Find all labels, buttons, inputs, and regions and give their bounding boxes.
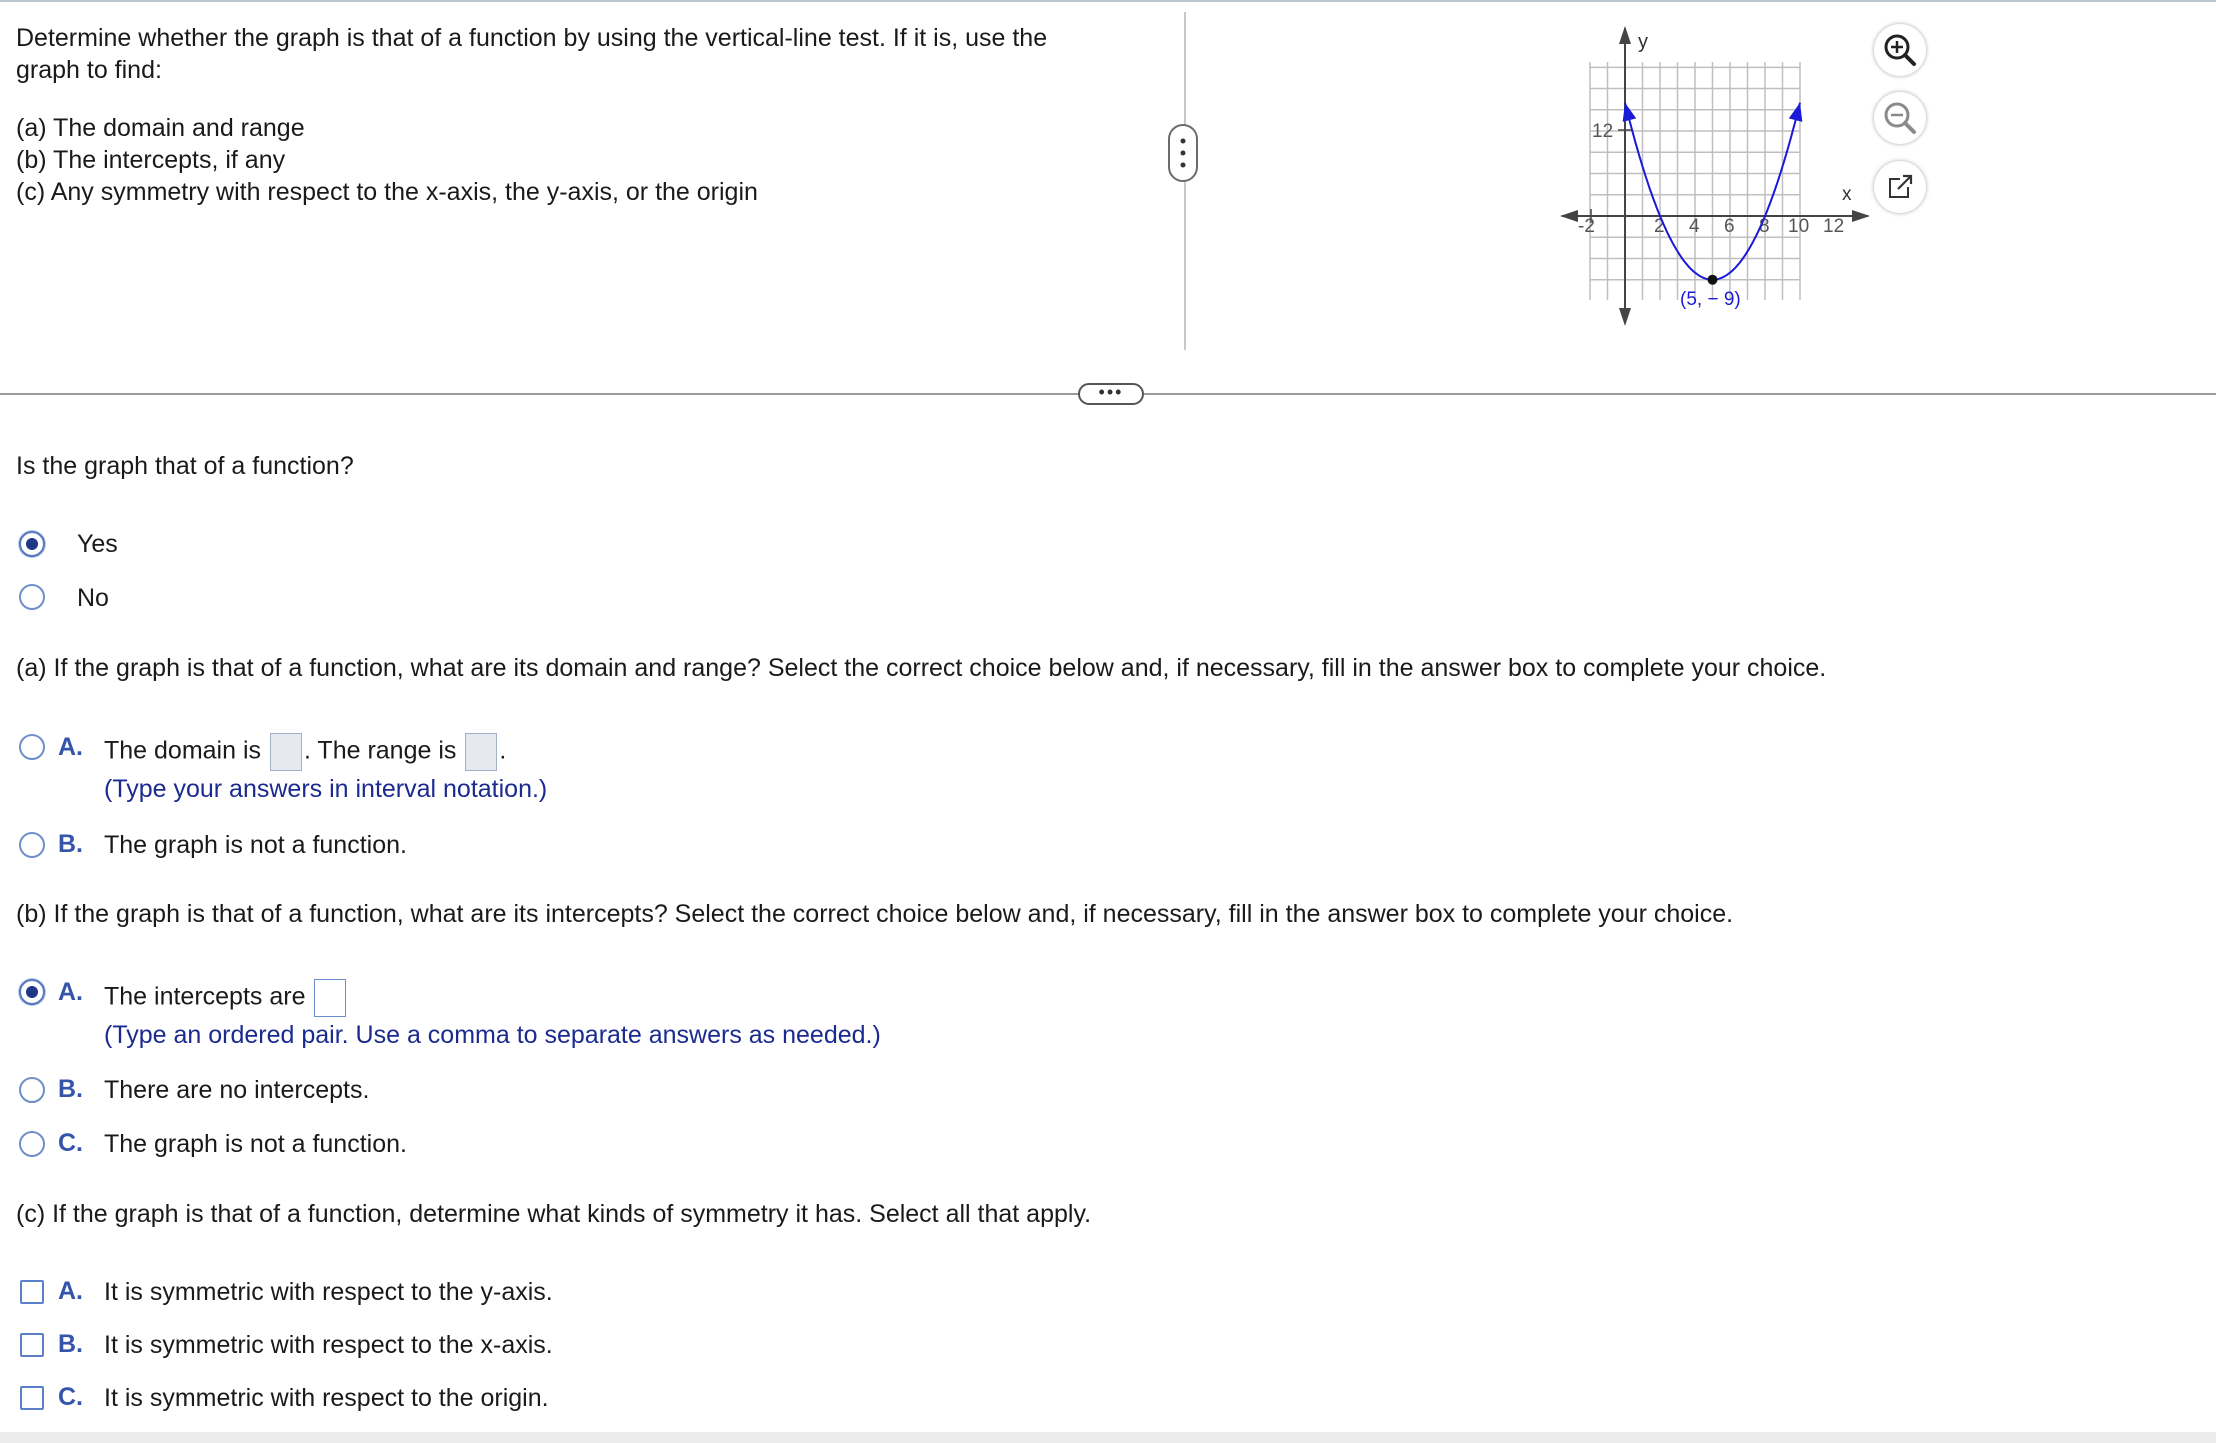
part-c-option-a-checkbox[interactable] [20,1280,44,1304]
horizontal-resize-handle[interactable] [1078,383,1144,405]
curve-left-arrow [1623,103,1637,122]
question-intro-line1: Determine whether the graph is that of a function by using the vertical-line test. If it is, use the [16,24,1048,52]
part-a-question: (a) If the graph is that of a function, what are its domain and range? Select the correct choice below and, if necessary, fill in the answer box to complete your choice. [16,654,1827,682]
popout-button[interactable] [1874,161,1926,213]
part-b-option-a-letter: A. [58,978,83,1006]
no-label[interactable]: No [77,584,109,612]
part-a-option-a-radio[interactable] [19,734,45,760]
bottom-scroll-area [0,1432,2216,1443]
graph-grid [1590,62,1800,300]
part-b-question: (b) If the graph is that of a function, what are its intercepts? Select the correct choice below and, if necessary, fill in the answer box to complete your choice. [16,900,1734,928]
y-axis-label: y [1638,31,1648,53]
range-answer-box[interactable] [465,733,497,771]
x-tick-label: 2 [1654,216,1665,237]
part-c-option-a-text: It is symmetric with respect to the y-axis. [104,1278,553,1306]
x-axis-left-arrow [1560,210,1578,222]
y-tick-label-12: 12 [1592,121,1614,142]
question-item-c: (c) Any symmetry with respect to the x-axis, the y-axis, or the origin [16,178,758,206]
part-c-option-c-text: It is symmetric with respect to the origin. [104,1384,549,1412]
intercepts-answer-box[interactable] [314,979,346,1017]
x-tick-label: 10 [1788,216,1810,237]
x-axis-label: x [1842,184,1852,205]
x-tick-labels [1578,216,1844,237]
x-tick-label: 6 [1724,216,1735,237]
x-tick-label: -2 [1578,216,1595,237]
part-c-option-c-checkbox[interactable] [20,1386,44,1410]
no-radio[interactable] [19,584,45,610]
question-item-b: (b) The intercepts, if any [16,146,286,174]
x-axis-right-arrow [1852,210,1870,222]
yes-label[interactable]: Yes [77,530,118,558]
zoom-in-button[interactable] [1874,24,1926,76]
part-a-range-text: . The range is [303,736,457,765]
part-c-option-a-letter: A. [58,1277,83,1305]
more-dots-icon: ••• [1098,382,1124,402]
zoom-out-button[interactable] [1874,92,1926,144]
part-a-option-a-letter: A. [58,733,83,761]
function-question: Is the graph that of a function? [16,452,354,480]
part-b-option-a-radio[interactable] [19,979,45,1005]
part-b-option-c-text: The graph is not a function. [104,1130,407,1158]
zoom-in-icon [1874,24,1926,76]
yes-radio[interactable] [19,531,45,557]
part-a-option-b-text: The graph is not a function. [104,831,407,859]
part-a-domain-text: The domain is [104,736,262,765]
y-axis-up-arrow [1619,26,1631,44]
x-tick-label: 12 [1823,216,1845,237]
part-b-option-c-radio[interactable] [19,1131,45,1157]
vertex-label: (5, − 9) [1680,289,1741,310]
part-b-option-b-radio[interactable] [19,1077,45,1103]
y-axis-down-arrow [1619,308,1631,326]
part-c-option-b-text: It is symmetric with respect to the x-axis. [104,1331,553,1359]
question-intro-line2: graph to find: [16,56,162,84]
top-border [0,0,2216,2]
part-b-option-b-letter: B. [58,1075,83,1103]
part-a-option-b-letter: B. [58,830,83,858]
vertical-ellipsis-icon [1180,136,1186,170]
part-c-option-b-letter: B. [58,1330,83,1358]
function-graph [1550,20,1880,340]
vertical-resize-handle[interactable] [1168,124,1198,182]
question-item-a: (a) The domain and range [16,114,305,142]
x-tick-label: 4 [1689,216,1700,237]
part-c-option-b-checkbox[interactable] [20,1333,44,1357]
zoom-out-icon [1874,92,1926,144]
part-a-option-b-radio[interactable] [19,832,45,858]
x-tick-label: 8 [1759,216,1770,237]
part-b-option-b-text: There are no intercepts. [104,1076,370,1104]
part-a-hint: (Type your answers in interval notation.) [104,775,548,803]
part-a-period: . [499,736,507,765]
curve-right-arrow [1789,103,1803,122]
part-c-question: (c) If the graph is that of a function, determine what kinds of symmetry it has. Select all that apply. [16,1200,1092,1228]
part-b-intercepts-text: The intercepts are [104,982,306,1011]
part-b-option-c-letter: C. [58,1129,83,1157]
part-b-option-a-row [104,979,348,1017]
part-b-hint: (Type an ordered pair. Use a comma to separate answers as needed.) [104,1021,881,1049]
popout-icon [1874,161,1926,213]
vertex-point [1708,275,1718,285]
part-a-option-a-row [104,733,506,771]
domain-answer-box[interactable] [270,733,302,771]
part-c-option-c-letter: C. [58,1383,83,1411]
